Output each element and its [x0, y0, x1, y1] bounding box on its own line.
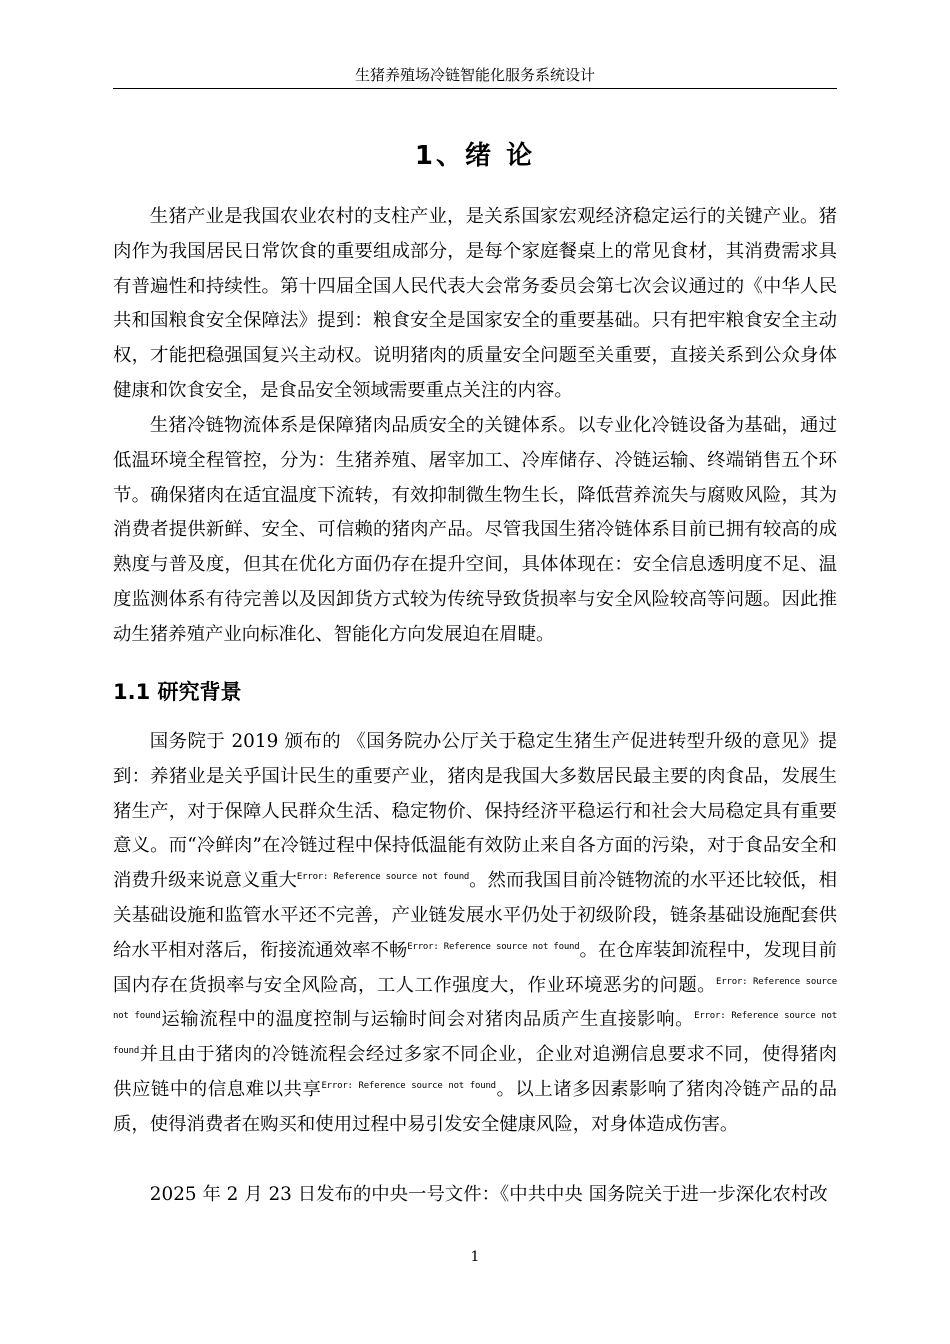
section-heading-1-1: 1.1 研究背景	[113, 680, 242, 704]
page-number: 1	[470, 1249, 480, 1265]
paragraph-text: 并且由于猪肉的冷链流程会经过多家不同企业，企业对追溯信息要求不同，使得猪肉供应链中的信息难以共享	[113, 1044, 837, 1100]
reference-error: Error: Reference source not found	[296, 872, 470, 883]
reference-error: Error: Reference source not found	[321, 1080, 496, 1091]
paragraph-text: 。以上诸多因素影响了猪肉冷链产品的品质，使得消费者在购买和使用过程中易引发安全健康风险，对身体造成伤害。	[113, 1078, 837, 1135]
paragraph-text: 运输流程中的温度控制与运输时间会对猪肉品质产生直接影响。	[160, 1009, 695, 1031]
chapter-title: 1、绪 论	[414, 141, 536, 171]
intro-paragraph-2: 生猪冷链物流体系是保障猪肉品质安全的关键体系。以专业化冷链设备为基础，通过低温环境全程管控，分为：生猪养殖、屠宰加工、冷库储存、冷链运输、终端销售五个环节。确保猪肉在适宜温度下流转，有效抑制微生物生长，降低营养流失与腐败风险，其为消费者提供新鲜、安全、可信赖的猪肉产品。尽管我国生猪冷链体系目前已拥有较高的成熟度与普及度，但其在优化方面仍存在提升空间，具体体现在：安全信息透明度不足、温度监测体系有待完善以及因卸货方式较为传统导致货损率与安全风险较高等问题。因此推动生猪养殖产业向标准化、智能化方向发展迫在眉睫。	[113, 415, 837, 645]
paragraph-text: 。在仓库装卸流程中，发现目前国内存在货损率与安全风险高，工人工作强度大，作业环境恶劣的问题。	[113, 939, 837, 996]
intro-paragraph-1: 生猪产业是我国农业农村的支柱产业，是关系国家宏观经济稳定运行的关键产业。猪肉作为我国居民日常饮食的重要组成部分，是每个家庭餐桌上的常见食材，其消费需求具有普遍性和持续性。第十四届全国人民代表大会常务委员会第七次会议通过的《中华人民共和国粮食安全保障法》提到：粮食安全是国家安全的重要基础。只有把牢粮食安全主动权，才能把稳强国复兴主动权。说明猪肉的质量安全问题至关重要，直接关系到公众身体健康和饮食安全，是食品安全领域需要重点关注的内容。	[113, 206, 837, 401]
reference-error: Error: Reference source not found	[113, 1011, 837, 1057]
paragraph-text: 。然而我国目前冷链物流的水平还比较低，相关基础设施和监管水平还不完善，产业链发展水平仍处于初级阶段，链条基础设施配套供给水平相对落后，衔接流通效率不畅	[113, 870, 837, 961]
paragraph-text: 国务院于 2019 颁布的 《国务院办公厅关于稳定生猪生产促进转型升级的意见》提到：养猪业是关乎国计民生的重要产业，猪肉是我国大多数居民最主要的肉食品，发展生猪生产，对于保障人民群众生活、稳定物价、保持经济平稳运行和社会大局稳定具有重要意义。而“冷鲜肉”在冷链过程中保持低温能有效防止来自各方面的污染，对于食品安全和消费升级来说意义重大	[113, 731, 837, 892]
header-rule	[113, 88, 837, 89]
background-paragraph-1	[113, 725, 837, 1143]
background-paragraph-2: 2025 年 2 月 23 日发布的中央一号文件：《中共中央 国务院关于进一步深化农村改	[149, 1184, 828, 1205]
reference-error: Error: Reference source not found	[407, 941, 580, 952]
running-header: 生猪养殖场冷链智能化服务系统设计	[354, 66, 595, 84]
reference-error: Error: Reference source not found	[113, 976, 837, 1022]
